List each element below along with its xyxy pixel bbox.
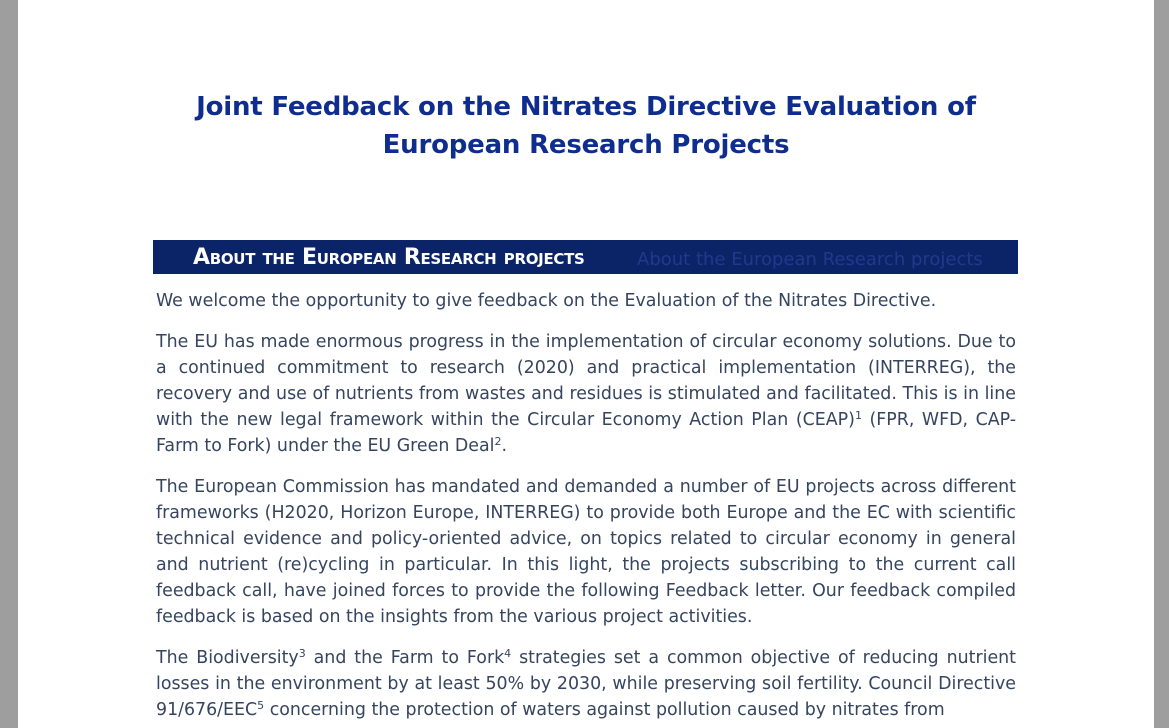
paragraph-text: strategies set a common objective of reducing nutrient losses in the environment by at least 50% by 2030, while preserving soil fertility. Council Directive 91/676/EEC	[156, 648, 1016, 720]
section-heading-ghost-text: About the European Research projects	[637, 249, 983, 270]
paragraph-text: The EU has made enormous progress in the implementation of circular economy solutions. Due to a continued commitment to research (2020) and practical implementation (INTERREG), the recovery and use of nutrients from wastes and residues is stimulated and facilitated. This is in line with the new legal framework within the Circular Economy Action Plan (CEAP)	[156, 332, 1016, 430]
paragraph-text: (FPR, WFD, CAP-Farm to Fork) under the EU Green Deal	[156, 410, 1016, 456]
document-body	[156, 288, 1016, 728]
paragraph-text: and the Farm to Fork	[305, 648, 505, 668]
paragraph-text: The Biodiversity	[156, 648, 299, 668]
paragraph-strategies	[156, 645, 1016, 723]
paragraph-intro: We welcome the opportunity to give feedback on the Evaluation of the Nitrates Directive.	[156, 291, 937, 311]
footnote-marker[interactable]: 5	[257, 699, 265, 712]
section-header-bar	[153, 240, 1018, 274]
paragraph-text: .	[501, 436, 507, 456]
section-heading: About the European Research projects	[193, 245, 585, 270]
footnote-marker[interactable]: 2	[494, 435, 502, 448]
footnote-marker[interactable]: 4	[504, 647, 512, 660]
paragraph-text: concerning the protection of waters against pollution caused by nitrates from	[264, 700, 945, 720]
document-page	[18, 0, 1154, 728]
footnote-marker[interactable]: 1	[854, 409, 862, 422]
document-title: Joint Feedback on the Nitrates Directive Evaluation of European Research Projects	[196, 92, 976, 160]
paragraph-eu-progress	[156, 329, 1016, 459]
paragraph-commission-mandate: The European Commission has mandated and demanded a number of EU projects across different frameworks (H2020, Horizon Europe, INTERREG) to provide both Europe and the EC with scientific technical evidence and policy-oriented advice, on topics related to circular economy in general and nutrient (re)cycling in particular. In this light, the projects subscribing to the current call feedback call, have joined forces to provide the following Feedback letter. Our feedback compiled feedback is based on the insights from the various project activities.	[156, 477, 1016, 627]
footnote-marker[interactable]: 3	[298, 647, 306, 660]
